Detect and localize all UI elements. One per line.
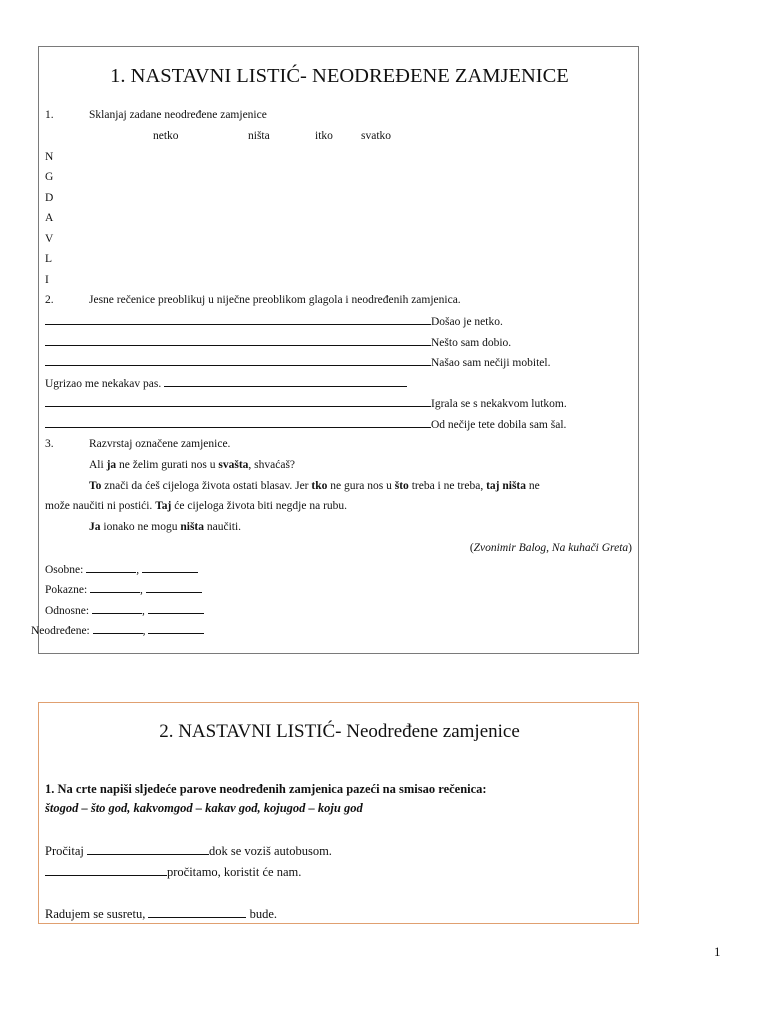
pronoun-itko: itko	[315, 130, 333, 142]
answer-line[interactable]	[45, 314, 431, 325]
task1-number: 1.	[45, 109, 54, 121]
text-line-2: To znači da ćeš cijeloga života ostati blasav. Jer tko ne gura nos u što treba i ne treba, taj ništa ne	[89, 480, 540, 492]
answer-row-6: Od nečije tete dobila sam šal.	[45, 417, 566, 432]
answer-row-3: Našao sam nečiji mobitel.	[45, 355, 550, 370]
case-a: A	[45, 212, 54, 224]
pronoun-pairs: štogod – što god, kakvomgod – kakav god, kojugod – koju god	[45, 801, 363, 815]
pronoun-netko: netko	[153, 130, 179, 142]
answer-row-2: Nešto sam dobio.	[45, 335, 511, 350]
sentence-2: pročitamo, koristit će nam.	[45, 864, 301, 880]
answer-line[interactable]	[45, 335, 431, 346]
task3-number: 3.	[45, 438, 54, 450]
text-line-1: Ali ja ne želim gurati nos u svašta, shvaćaš?	[89, 459, 296, 471]
answer-line[interactable]	[87, 844, 209, 855]
answer-line[interactable]	[45, 355, 431, 366]
case-i: I	[45, 274, 49, 286]
case-g: G	[45, 171, 54, 183]
sentence-3: Radujem se susretu, bude.	[45, 907, 278, 921]
task3-instruction: Razvrstaj označene zamjenice.	[89, 438, 231, 450]
answer-line[interactable]	[164, 376, 407, 387]
answer-row-5: Igrala se s nekakvom lutkom.	[45, 396, 567, 411]
answer-line[interactable]	[148, 623, 204, 634]
category-pokazne: Pokazne: ,	[45, 582, 202, 597]
category-neodredene: Neodređene: ,	[31, 623, 204, 638]
answer-line[interactable]	[93, 623, 143, 634]
category-odnosne: Odnosne: ,	[45, 603, 204, 618]
case-d: D	[45, 192, 54, 204]
case-l: L	[45, 253, 53, 265]
pronoun-nista: ništa	[248, 130, 270, 142]
sentence-1: Pročitaj dok se voziš autobusom.	[45, 844, 332, 858]
category-osobne: Osobne: ,	[45, 562, 198, 577]
answer-line[interactable]	[148, 603, 204, 614]
answer-line[interactable]	[148, 907, 246, 918]
answer-line[interactable]	[92, 603, 142, 614]
worksheet-2	[38, 702, 639, 924]
answer-line[interactable]	[86, 562, 136, 573]
worksheet-2-title: 2. NASTAVNI LISTIĆ- Neodređene zamjenice	[159, 721, 520, 742]
answer-row-4: Ugrizao me nekakav pas.	[45, 376, 407, 391]
task2-instruction: Jesne rečenice preoblikuj u niječne preoblikom glagola i neodređenih zamjenica.	[89, 294, 461, 306]
case-n: N	[45, 151, 54, 163]
pronoun-svatko: svatko	[361, 130, 392, 142]
page-number: 1	[714, 944, 721, 959]
worksheet-1	[31, 46, 639, 654]
answer-row-1: Došao je netko.	[45, 314, 503, 329]
answer-line[interactable]	[90, 582, 140, 593]
task1-instruction: Sklanjaj zadane neodređene zamjenice	[89, 109, 267, 121]
case-v: V	[45, 233, 54, 245]
answer-line[interactable]	[45, 417, 431, 428]
text-line-4: Ja ionako ne mogu ništa naučiti.	[89, 521, 242, 533]
answer-line[interactable]	[45, 865, 167, 876]
answer-line[interactable]	[146, 582, 202, 593]
answer-line[interactable]	[142, 562, 198, 573]
answer-line[interactable]	[45, 396, 431, 407]
text-line-3: može naučiti ni postići. Taj će cijeloga života biti negdje na rubu.	[45, 500, 348, 512]
task2-number: 2.	[45, 294, 54, 306]
worksheet-1-title: 1. NASTAVNI LISTIĆ- NEODREĐENE ZAMJENICE	[110, 65, 569, 87]
quote-source: (Zvonimir Balog, Na kuhači Greta)	[469, 542, 632, 554]
task1-instruction: 1. Na crte napiši sljedeće parove neodređenih zamjenica pazeći na smisao rečenica:	[45, 782, 487, 796]
